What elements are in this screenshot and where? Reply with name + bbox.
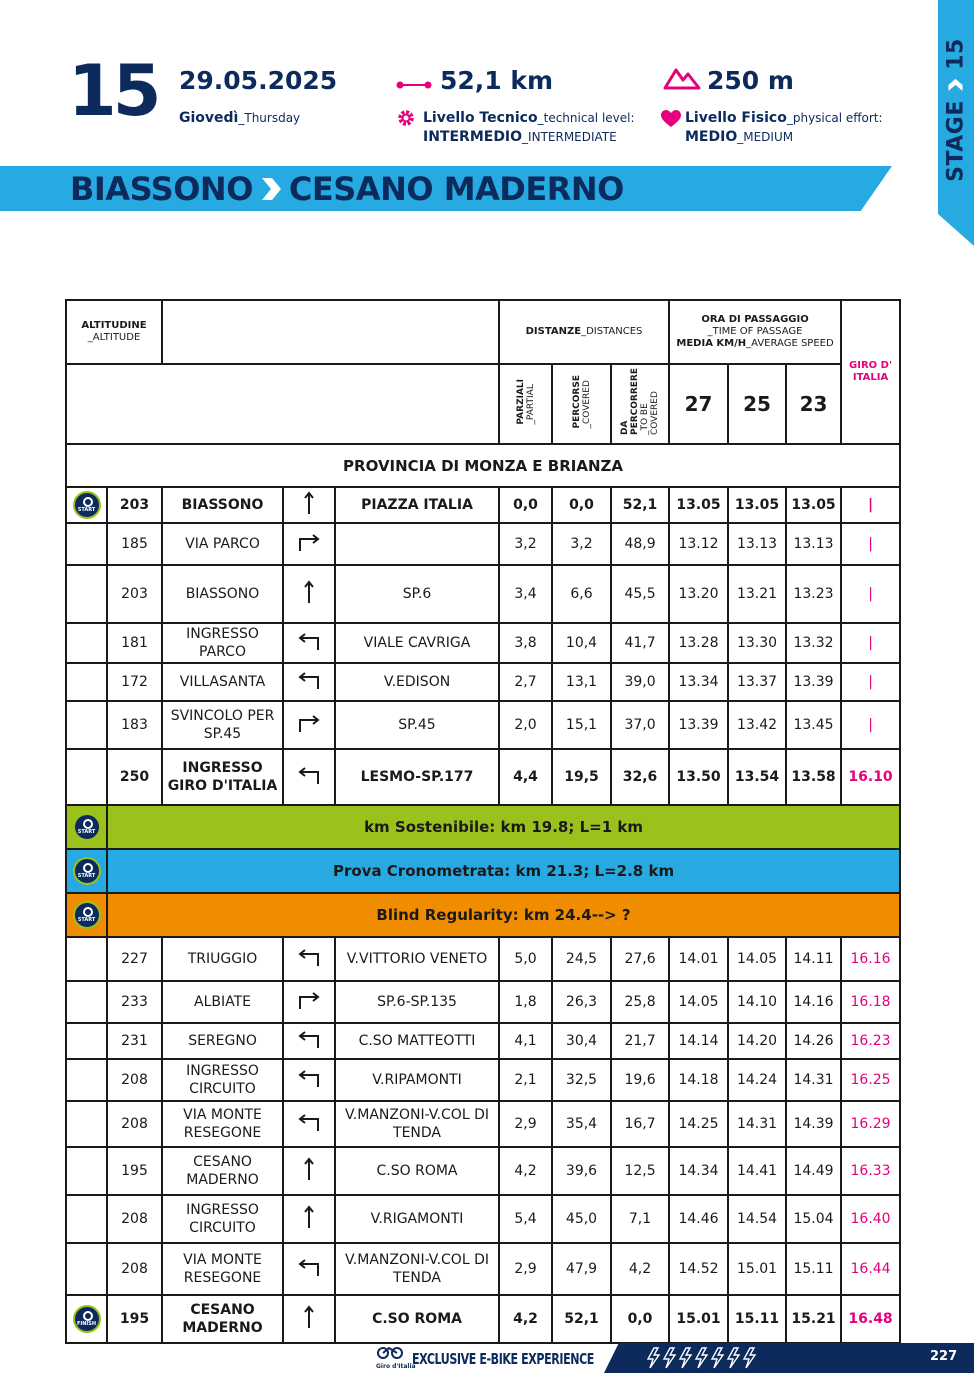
road-cell: SP.6 bbox=[335, 565, 499, 623]
partial-cell: 0,0 bbox=[499, 487, 552, 523]
speed-27-header: 27 bbox=[669, 364, 728, 444]
turn-left-arrow-icon bbox=[296, 1109, 322, 1135]
remaining-cell: 41,7 bbox=[611, 623, 669, 663]
route-table bbox=[65, 299, 901, 1344]
technical-level: Livello Tecnico_technical level: INTERMEDIO_INTERMEDIATE bbox=[423, 110, 635, 145]
row-badge-cell bbox=[66, 565, 107, 623]
covered-cell: 39,6 bbox=[552, 1147, 611, 1195]
partial-cell: 1,8 bbox=[499, 981, 552, 1023]
row-badge-cell bbox=[66, 937, 107, 981]
event-icon-cell bbox=[66, 849, 107, 893]
svg-text:Giro d'Italia: Giro d'Italia bbox=[376, 1363, 416, 1370]
direction-cell bbox=[283, 701, 335, 749]
time-25-cell: 15.11 bbox=[728, 1295, 786, 1343]
turn-right-arrow-icon bbox=[296, 529, 322, 555]
table-row bbox=[66, 937, 900, 981]
giro-logo-icon bbox=[373, 1345, 416, 1371]
time-25-cell: 15.01 bbox=[728, 1243, 786, 1295]
partial-cell: 3,8 bbox=[499, 623, 552, 663]
row-badge-cell bbox=[66, 487, 107, 523]
partial-cell: 3,4 bbox=[499, 565, 552, 623]
giro-time-cell: 16.25 bbox=[841, 1059, 900, 1101]
lightning-bolt-icon bbox=[728, 1348, 739, 1368]
altitude-cell: 183 bbox=[107, 701, 162, 749]
direction-cell bbox=[283, 1147, 335, 1195]
altitude-cell: 231 bbox=[107, 1023, 162, 1059]
altitude-cell: 208 bbox=[107, 1195, 162, 1243]
remaining-cell: 7,1 bbox=[611, 1195, 669, 1243]
covered-cell: 47,9 bbox=[552, 1243, 611, 1295]
covered-cell: 3,2 bbox=[552, 523, 611, 565]
table-row bbox=[66, 487, 900, 523]
covered-cell: 45,0 bbox=[552, 1195, 611, 1243]
place-cell: SVINCOLO PER SP.45 bbox=[162, 701, 283, 749]
row-badge-cell bbox=[66, 1195, 107, 1243]
place-cell: VILLASANTA bbox=[162, 663, 283, 701]
time-25-cell: 13.21 bbox=[728, 565, 786, 623]
partial-cell: 4,4 bbox=[499, 749, 552, 805]
time-27-cell: 13.28 bbox=[669, 623, 728, 663]
mountain-icon bbox=[663, 66, 701, 90]
time-25-cell: 14.20 bbox=[728, 1023, 786, 1059]
time-27-cell: 14.18 bbox=[669, 1059, 728, 1101]
turn-left-arrow-icon bbox=[296, 944, 322, 970]
province-row bbox=[66, 444, 900, 487]
place-cell: TRIUGGIO bbox=[162, 937, 283, 981]
time-27-cell: 14.05 bbox=[669, 981, 728, 1023]
covered-cell: 10,4 bbox=[552, 623, 611, 663]
covered-cell: 24,5 bbox=[552, 937, 611, 981]
direction-cell bbox=[283, 1243, 335, 1295]
table-row bbox=[66, 1295, 900, 1343]
time-27-cell: 14.01 bbox=[669, 937, 728, 981]
direction-cell bbox=[283, 1023, 335, 1059]
altitude-header: ALTITUDINE _ALTITUDE bbox=[66, 300, 162, 364]
direction-cell bbox=[283, 1101, 335, 1147]
time-25-cell: 14.31 bbox=[728, 1101, 786, 1147]
time-27-cell: 13.05 bbox=[669, 487, 728, 523]
time-25-cell: 13.30 bbox=[728, 623, 786, 663]
event-label: km Sostenibile: km 19.8; L=1 km bbox=[107, 805, 900, 849]
partial-cell: 4,2 bbox=[499, 1295, 552, 1343]
table-header-row-1 bbox=[66, 300, 900, 364]
time-23-cell: 14.11 bbox=[786, 937, 841, 981]
time-25-cell: 14.10 bbox=[728, 981, 786, 1023]
stage-number: 15 bbox=[68, 50, 158, 132]
time-27-cell: 14.46 bbox=[669, 1195, 728, 1243]
remaining-cell: 19,6 bbox=[611, 1059, 669, 1101]
giro-time-cell: 16.44 bbox=[841, 1243, 900, 1295]
remaining-cell: 45,5 bbox=[611, 565, 669, 623]
event-label: Prova Cronometrata: km 21.3; L=2.8 km bbox=[107, 849, 900, 893]
table-row bbox=[66, 1195, 900, 1243]
road-cell: PIAZZA ITALIA bbox=[335, 487, 499, 523]
time-25-cell: 13.05 bbox=[728, 487, 786, 523]
giro-time-cell: 16.48 bbox=[841, 1295, 900, 1343]
road-cell: V.MANZONI-V.COL DI TENDA bbox=[335, 1243, 499, 1295]
covered-cell: 35,4 bbox=[552, 1101, 611, 1147]
partial-cell: 4,2 bbox=[499, 1147, 552, 1195]
time-23-cell: 15.21 bbox=[786, 1295, 841, 1343]
start-badge-icon: START bbox=[73, 813, 101, 841]
turn-left-arrow-icon bbox=[296, 1065, 322, 1091]
remaining-cell: 32,6 bbox=[611, 749, 669, 805]
covered-header: PERCORSE _COVERED bbox=[552, 364, 611, 444]
covered-cell: 26,3 bbox=[552, 981, 611, 1023]
table-row bbox=[66, 565, 900, 623]
province-name: PROVINCIA DI MONZA E BRIANZA bbox=[66, 444, 900, 487]
row-badge-cell bbox=[66, 623, 107, 663]
row-badge-cell bbox=[66, 701, 107, 749]
direction-cell bbox=[283, 981, 335, 1023]
table-row bbox=[66, 1101, 900, 1147]
time-23-cell: 13.45 bbox=[786, 701, 841, 749]
place-cell: INGRESSO CIRCUITO bbox=[162, 1059, 283, 1101]
remaining-cell: 27,6 bbox=[611, 937, 669, 981]
place-cell: INGRESSO CIRCUITO bbox=[162, 1195, 283, 1243]
route-to: CESANO MADERNO bbox=[288, 170, 624, 208]
place-cell: VIA MONTE RESEGONE bbox=[162, 1243, 283, 1295]
road-cell: VIALE CAVRIGA bbox=[335, 623, 499, 663]
time-25-cell: 13.37 bbox=[728, 663, 786, 701]
time-27-cell: 15.01 bbox=[669, 1295, 728, 1343]
speed-23-header: 23 bbox=[786, 364, 841, 444]
road-cell bbox=[335, 523, 499, 565]
row-badge-cell bbox=[66, 749, 107, 805]
place-cell: VIA MONTE RESEGONE bbox=[162, 1101, 283, 1147]
lightning-icons bbox=[646, 1346, 766, 1370]
time-23-cell: 13.32 bbox=[786, 623, 841, 663]
time-27-cell: 13.12 bbox=[669, 523, 728, 565]
event-row bbox=[66, 805, 900, 849]
place-cell: VIA PARCO bbox=[162, 523, 283, 565]
to-cover-header: DA PERCORRERE _TO BE COVERED bbox=[611, 364, 669, 444]
road-cell: C.SO MATTEOTTI bbox=[335, 1023, 499, 1059]
place-cell: CESANO MADERNO bbox=[162, 1295, 283, 1343]
remaining-cell: 0,0 bbox=[611, 1295, 669, 1343]
time-23-cell: 13.58 bbox=[786, 749, 841, 805]
remaining-cell: 4,2 bbox=[611, 1243, 669, 1295]
side-stage-label: STAGE 15 bbox=[943, 38, 969, 182]
giro-time-cell: | bbox=[841, 523, 900, 565]
giro-time-cell: | bbox=[841, 623, 900, 663]
time-header: ORA DI PASSAGGIO _TIME OF PASSAGE MEDIA KM/H_AVERAGE SPEED bbox=[669, 300, 841, 364]
remaining-cell: 25,8 bbox=[611, 981, 669, 1023]
altitude-cell: 181 bbox=[107, 623, 162, 663]
giro-time-cell: | bbox=[841, 701, 900, 749]
covered-cell: 6,6 bbox=[552, 565, 611, 623]
road-cell: V.MANZONI-V.COL DI TENDA bbox=[335, 1101, 499, 1147]
altitude-cell: 208 bbox=[107, 1243, 162, 1295]
giro-header: GIRO D' ITALIA bbox=[841, 300, 900, 444]
giro-time-cell: 16.18 bbox=[841, 981, 900, 1023]
time-27-cell: 13.34 bbox=[669, 663, 728, 701]
remaining-cell: 52,1 bbox=[611, 487, 669, 523]
lightning-bolt-icon bbox=[696, 1348, 707, 1368]
covered-cell: 32,5 bbox=[552, 1059, 611, 1101]
altitude-cell: 250 bbox=[107, 749, 162, 805]
road-cell: V.RIPAMONTI bbox=[335, 1059, 499, 1101]
time-25-cell: 14.24 bbox=[728, 1059, 786, 1101]
place-cell: ALBIATE bbox=[162, 981, 283, 1023]
table-row bbox=[66, 981, 900, 1023]
straight-arrow-icon bbox=[296, 1304, 322, 1330]
table-row bbox=[66, 1059, 900, 1101]
altitude-cell: 203 bbox=[107, 565, 162, 623]
table-row bbox=[66, 623, 900, 663]
direction-cell bbox=[283, 1059, 335, 1101]
row-badge-cell bbox=[66, 663, 107, 701]
partial-cell: 5,0 bbox=[499, 937, 552, 981]
covered-cell: 52,1 bbox=[552, 1295, 611, 1343]
direction-cell bbox=[283, 749, 335, 805]
stage-date: 29.05.2025 bbox=[179, 66, 338, 95]
lightning-bolt-icon bbox=[680, 1348, 691, 1368]
heart-icon bbox=[661, 110, 681, 128]
straight-arrow-icon bbox=[296, 579, 322, 605]
covered-cell: 30,4 bbox=[552, 1023, 611, 1059]
row-badge-cell bbox=[66, 1147, 107, 1195]
direction-cell bbox=[283, 1295, 335, 1343]
direction-cell bbox=[283, 565, 335, 623]
place-cell: INGRESSO GIRO D'ITALIA bbox=[162, 749, 283, 805]
straight-arrow-icon bbox=[296, 1204, 322, 1230]
time-27-cell: 14.34 bbox=[669, 1147, 728, 1195]
page-number: 227 bbox=[930, 1349, 958, 1364]
turn-right-arrow-icon bbox=[296, 987, 322, 1013]
start-badge-icon: START bbox=[73, 857, 101, 885]
time-25-cell: 13.54 bbox=[728, 749, 786, 805]
remaining-cell: 37,0 bbox=[611, 701, 669, 749]
road-cell: C.SO ROMA bbox=[335, 1147, 499, 1195]
partial-header: PARZIALI _PARTIAL bbox=[499, 364, 552, 444]
direction-cell bbox=[283, 1195, 335, 1243]
partial-cell: 2,9 bbox=[499, 1101, 552, 1147]
finish-badge-icon: FINISH bbox=[73, 1305, 101, 1333]
stage-weekday: Giovedì_Thursday bbox=[179, 110, 301, 126]
route-title bbox=[70, 170, 624, 208]
event-row bbox=[66, 849, 900, 893]
road-cell: V.EDISON bbox=[335, 663, 499, 701]
row-badge-cell bbox=[66, 981, 107, 1023]
table-row bbox=[66, 749, 900, 805]
partial-cell: 4,1 bbox=[499, 1023, 552, 1059]
time-23-cell: 15.11 bbox=[786, 1243, 841, 1295]
chevron-right-icon bbox=[259, 176, 283, 202]
time-27-cell: 13.39 bbox=[669, 701, 728, 749]
straight-arrow-icon bbox=[296, 1156, 322, 1182]
time-25-cell: 14.05 bbox=[728, 937, 786, 981]
altitude-cell: 195 bbox=[107, 1147, 162, 1195]
blank-header bbox=[162, 300, 499, 364]
distance-icon bbox=[396, 80, 432, 90]
time-25-cell: 13.42 bbox=[728, 701, 786, 749]
altitude-cell: 233 bbox=[107, 981, 162, 1023]
road-cell: C.SO ROMA bbox=[335, 1295, 499, 1343]
row-badge-cell bbox=[66, 1023, 107, 1059]
remaining-cell: 48,9 bbox=[611, 523, 669, 565]
turn-left-arrow-icon bbox=[296, 762, 322, 788]
partial-cell: 3,2 bbox=[499, 523, 552, 565]
covered-cell: 0,0 bbox=[552, 487, 611, 523]
table-row bbox=[66, 523, 900, 565]
partial-cell: 2,0 bbox=[499, 701, 552, 749]
time-25-cell: 14.54 bbox=[728, 1195, 786, 1243]
table-row bbox=[66, 1147, 900, 1195]
direction-cell bbox=[283, 663, 335, 701]
straight-arrow-icon bbox=[296, 490, 322, 516]
partial-cell: 2,1 bbox=[499, 1059, 552, 1101]
road-cell: SP.6-SP.135 bbox=[335, 981, 499, 1023]
turn-left-arrow-icon bbox=[296, 667, 322, 693]
time-23-cell: 14.39 bbox=[786, 1101, 841, 1147]
road-cell: SP.45 bbox=[335, 701, 499, 749]
distances-header: DISTANZE_DISTANCES bbox=[499, 300, 669, 364]
row-badge-cell bbox=[66, 1295, 107, 1343]
time-23-cell: 13.05 bbox=[786, 487, 841, 523]
row-badge-cell bbox=[66, 1101, 107, 1147]
time-27-cell: 13.50 bbox=[669, 749, 728, 805]
event-row bbox=[66, 893, 900, 937]
table-row bbox=[66, 701, 900, 749]
speed-25-header: 25 bbox=[728, 364, 786, 444]
time-23-cell: 14.16 bbox=[786, 981, 841, 1023]
time-25-cell: 14.41 bbox=[728, 1147, 786, 1195]
place-cell: CESANO MADERNO bbox=[162, 1147, 283, 1195]
altitude-cell: 208 bbox=[107, 1059, 162, 1101]
turn-left-arrow-icon bbox=[296, 1254, 322, 1280]
footer-tagline: EXCLUSIVE E-BIKE EXPERIENCE bbox=[412, 1350, 594, 1368]
partial-cell: 5,4 bbox=[499, 1195, 552, 1243]
turn-right-arrow-icon bbox=[296, 710, 322, 736]
stage-distance: 52,1 km bbox=[440, 66, 554, 95]
start-badge-icon: START bbox=[73, 901, 101, 929]
place-cell: SEREGNO bbox=[162, 1023, 283, 1059]
time-27-cell: 14.52 bbox=[669, 1243, 728, 1295]
road-cell: LESMO-SP.177 bbox=[335, 749, 499, 805]
altitude-cell: 203 bbox=[107, 487, 162, 523]
giro-time-cell: 16.40 bbox=[841, 1195, 900, 1243]
giro-time-cell: | bbox=[841, 487, 900, 523]
lightning-bolt-icon bbox=[664, 1348, 675, 1368]
road-cell: V.RIGAMONTI bbox=[335, 1195, 499, 1243]
altitude-cell: 185 bbox=[107, 523, 162, 565]
remaining-cell: 39,0 bbox=[611, 663, 669, 701]
event-icon-cell bbox=[66, 893, 107, 937]
row-badge-cell bbox=[66, 1243, 107, 1295]
place-cell: BIASSONO bbox=[162, 565, 283, 623]
time-27-cell: 14.14 bbox=[669, 1023, 728, 1059]
giro-time-cell: 16.33 bbox=[841, 1147, 900, 1195]
row-badge-cell bbox=[66, 1059, 107, 1101]
stage-elevation: 250 m bbox=[707, 66, 794, 95]
lightning-bolt-icon bbox=[712, 1348, 723, 1368]
gear-icon bbox=[396, 108, 416, 128]
road-cell: V.VITTORIO VENETO bbox=[335, 937, 499, 981]
turn-left-arrow-icon bbox=[296, 628, 322, 654]
covered-cell: 15,1 bbox=[552, 701, 611, 749]
table-row bbox=[66, 1243, 900, 1295]
altitude-cell: 227 bbox=[107, 937, 162, 981]
time-23-cell: 14.49 bbox=[786, 1147, 841, 1195]
time-23-cell: 13.13 bbox=[786, 523, 841, 565]
time-23-cell: 15.04 bbox=[786, 1195, 841, 1243]
covered-cell: 13,1 bbox=[552, 663, 611, 701]
giro-time-cell: 16.16 bbox=[841, 937, 900, 981]
turn-left-arrow-icon bbox=[296, 1026, 322, 1052]
table-row bbox=[66, 1023, 900, 1059]
partial-cell: 2,9 bbox=[499, 1243, 552, 1295]
chevron-right-icon bbox=[948, 78, 964, 92]
time-25-cell: 13.13 bbox=[728, 523, 786, 565]
altitude-cell: 172 bbox=[107, 663, 162, 701]
start-badge-icon: START bbox=[73, 491, 101, 519]
remaining-cell: 16,7 bbox=[611, 1101, 669, 1147]
remaining-cell: 12,5 bbox=[611, 1147, 669, 1195]
physical-effort: Livello Fisico_physical effort: MEDIO_MEDIUM bbox=[685, 110, 883, 145]
event-label: Blind Regularity: km 24.4--> ? bbox=[107, 893, 900, 937]
time-23-cell: 13.23 bbox=[786, 565, 841, 623]
time-23-cell: 14.26 bbox=[786, 1023, 841, 1059]
direction-cell bbox=[283, 937, 335, 981]
time-27-cell: 14.25 bbox=[669, 1101, 728, 1147]
giro-time-cell: 16.10 bbox=[841, 749, 900, 805]
partial-cell: 2,7 bbox=[499, 663, 552, 701]
place-cell: BIASSONO bbox=[162, 487, 283, 523]
event-icon-cell bbox=[66, 805, 107, 849]
place-cell: INGRESSO PARCO bbox=[162, 623, 283, 663]
giro-time-cell: 16.29 bbox=[841, 1101, 900, 1147]
row-badge-cell bbox=[66, 523, 107, 565]
altitude-cell: 195 bbox=[107, 1295, 162, 1343]
altitude-cell: 208 bbox=[107, 1101, 162, 1147]
remaining-cell: 21,7 bbox=[611, 1023, 669, 1059]
lightning-bolt-icon bbox=[648, 1348, 659, 1368]
direction-cell bbox=[283, 487, 335, 523]
time-27-cell: 13.20 bbox=[669, 565, 728, 623]
time-23-cell: 14.31 bbox=[786, 1059, 841, 1101]
giro-time-cell: | bbox=[841, 663, 900, 701]
direction-cell bbox=[283, 523, 335, 565]
covered-cell: 19,5 bbox=[552, 749, 611, 805]
table-row bbox=[66, 663, 900, 701]
direction-cell bbox=[283, 623, 335, 663]
route-from: BIASSONO bbox=[70, 170, 253, 208]
lightning-bolt-icon bbox=[744, 1348, 755, 1368]
giro-time-cell: | bbox=[841, 565, 900, 623]
time-23-cell: 13.39 bbox=[786, 663, 841, 701]
giro-time-cell: 16.23 bbox=[841, 1023, 900, 1059]
